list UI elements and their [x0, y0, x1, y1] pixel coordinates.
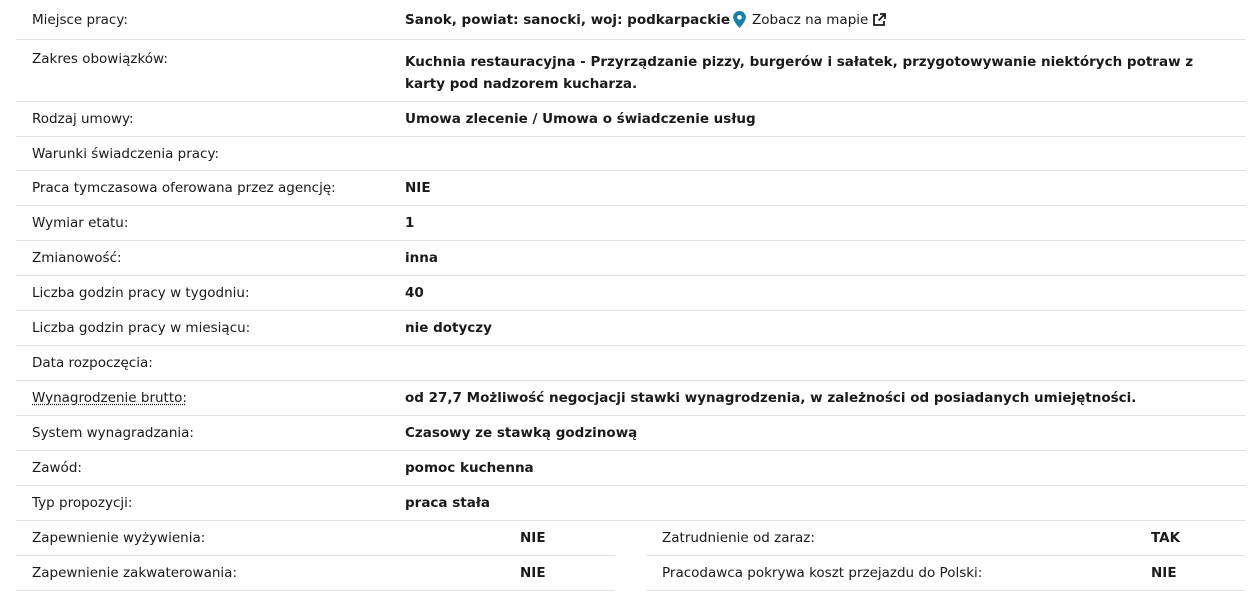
- row-label: Data rozpoczęcia:: [32, 355, 153, 371]
- row-value: NIE: [520, 530, 546, 546]
- row-miejsce-pracy: [16, 0, 1246, 40]
- row-label: Typ propozycji:: [32, 495, 133, 511]
- row-data-rozpoczecia: [16, 346, 1246, 381]
- map-link[interactable]: Zobacz na mapie: [752, 11, 869, 28]
- row-label: Zmianowość:: [32, 250, 122, 266]
- map-pin-icon: [733, 11, 746, 28]
- row-label: Zawód:: [32, 460, 82, 476]
- row-value: 1: [405, 215, 415, 231]
- row-typ-propozycji: [16, 486, 1246, 521]
- row-value: Kuchnia restauracyjna - Przyrządzanie pizzy, burgerów i sałatek, przygotowywanie niektórych potraw z karty pod nadzorem kucharza.: [405, 54, 1194, 92]
- row-system-wynagradzania: [16, 416, 1246, 451]
- row-value: inna: [405, 250, 438, 266]
- right-details-column: [646, 521, 1245, 591]
- row-value: Czasowy ze stawką godzinową: [405, 425, 638, 441]
- row-zmianowosc: [16, 241, 1246, 276]
- row-value: praca stała: [405, 495, 490, 511]
- row-label: Zatrudnienie od zaraz:: [662, 530, 815, 546]
- row-value: NIE: [405, 180, 431, 196]
- row-label: System wynagradzania:: [32, 425, 194, 441]
- row-label-tooltip[interactable]: Wynagrodzenie brutto:: [32, 390, 187, 406]
- row-zakwaterowanie: [16, 556, 615, 591]
- row-rodzaj-umowy: [16, 102, 1246, 137]
- row-label: Zapewnienie zakwaterowania:: [32, 565, 237, 581]
- row-praca-tymczasowa: [16, 171, 1246, 206]
- row-label: Liczba godzin pracy w miesiącu:: [32, 320, 251, 336]
- row-label: Wymiar etatu:: [32, 215, 129, 231]
- row-label: Praca tymczasowa oferowana przez agencję:: [32, 180, 336, 196]
- row-label: Rodzaj umowy:: [32, 111, 134, 127]
- row-value: pomoc kuchenna: [405, 460, 534, 476]
- two-column-details: [16, 521, 1246, 591]
- row-value: NIE: [520, 565, 546, 581]
- row-warunki: [16, 137, 1246, 171]
- row-wyzywienie: [16, 521, 615, 556]
- row-label: Liczba godzin pracy w tygodniu:: [32, 285, 250, 301]
- row-godziny-tydzien: [16, 276, 1246, 311]
- row-value: nie dotyczy: [405, 320, 492, 336]
- external-link-icon[interactable]: [872, 13, 886, 27]
- row-wymiar-etatu: [16, 206, 1246, 241]
- row-label: Zapewnienie wyżywienia:: [32, 530, 206, 546]
- job-details-table: [16, 0, 1246, 591]
- row-value: NIE: [1151, 565, 1177, 581]
- row-godziny-miesiac: [16, 311, 1246, 346]
- row-label: Warunki świadczenia pracy:: [32, 145, 220, 162]
- row-zawod: [16, 451, 1246, 486]
- row-wynagrodzenie: [16, 381, 1246, 416]
- row-zatrudnienie-od-zaraz: [646, 521, 1245, 556]
- row-label: Pracodawca pokrywa koszt przejazdu do Polski:: [662, 565, 983, 581]
- row-koszt-przejazdu: [646, 556, 1245, 591]
- row-zakres-obowiazkow: [16, 40, 1246, 102]
- row-value: 40: [405, 285, 424, 301]
- row-value: od 27,7 Możliwość negocjacji stawki wynagrodzenia, w zależności od posiadanych umiejętności.: [405, 390, 1137, 406]
- row-value: TAK: [1151, 530, 1181, 546]
- map-link-group[interactable]: [733, 11, 886, 28]
- row-value: Umowa zlecenie / Umowa o świadczenie usług: [405, 111, 756, 127]
- row-value: Sanok, powiat: sanocki, woj: podkarpackie: [405, 11, 731, 28]
- row-label: Miejsce pracy:: [32, 11, 128, 28]
- row-label: Zakres obowiązków:: [32, 51, 168, 67]
- left-details-column: [16, 521, 615, 591]
